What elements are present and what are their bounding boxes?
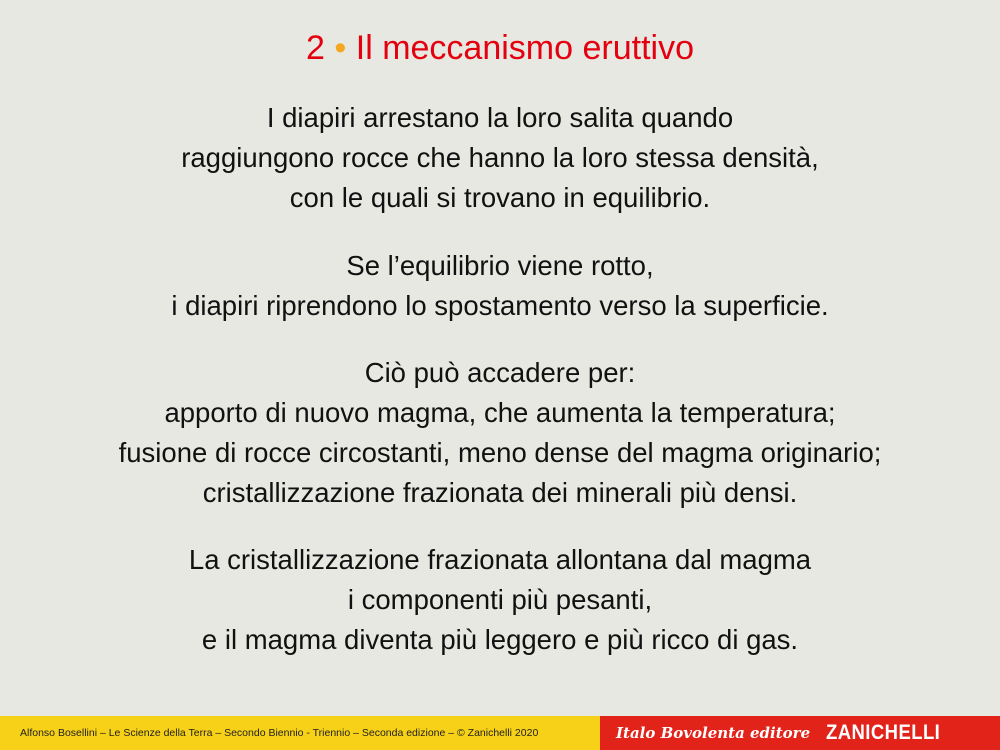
text-line: cristallizzazione frazionata dei minerali più densi. xyxy=(202,477,798,508)
text-line: con le quali si trovano in equilibrio. xyxy=(289,182,711,213)
text-line: Ciò può accadere per: xyxy=(364,357,636,388)
text-line: e il magma diventa più leggero e più ricco di gas. xyxy=(201,624,799,655)
footer-credit-text: Alfonso Bosellini – Le Scienze della Terra – Secondo Biennio - Triennio – Seconda edizione – © Zanichelli 2020 xyxy=(20,727,539,739)
footer-credit xyxy=(0,716,600,750)
paragraph-cause xyxy=(0,353,1000,513)
title-bullet: • xyxy=(334,29,347,67)
title-text: Il meccanismo eruttivo xyxy=(355,29,694,67)
slide-title xyxy=(0,24,1000,72)
text-line: i componenti più pesanti, xyxy=(347,584,653,615)
title-number: 2 xyxy=(306,29,325,67)
paragraph-equilibrio-rotto xyxy=(0,246,1000,326)
paragraph-diapiri-arresto xyxy=(0,98,1000,218)
text-line: fusione di rocce circostanti, meno dense del magma originario; xyxy=(118,437,882,468)
footer-bar xyxy=(0,716,1000,750)
publisher-logo xyxy=(600,716,1000,750)
text-line: apporto di nuovo magma, che aumenta la temperatura; xyxy=(164,397,836,428)
text-line: La cristallizzazione frazionata allontana dal magma xyxy=(188,544,812,575)
text-line: i diapiri riprendono lo spostamento verso la superficie. xyxy=(171,290,829,321)
paragraph-cristallizzazione xyxy=(0,540,1000,660)
text-line: raggiungono rocce che hanno la loro stessa densità, xyxy=(181,142,819,173)
text-line: Se l’equilibrio viene rotto, xyxy=(346,250,654,281)
text-line: I diapiri arrestano la loro salita quando xyxy=(266,102,734,133)
brand-name: ZANICHELLI xyxy=(826,721,941,744)
editor-name: Italo Bovolenta editore xyxy=(616,724,811,742)
